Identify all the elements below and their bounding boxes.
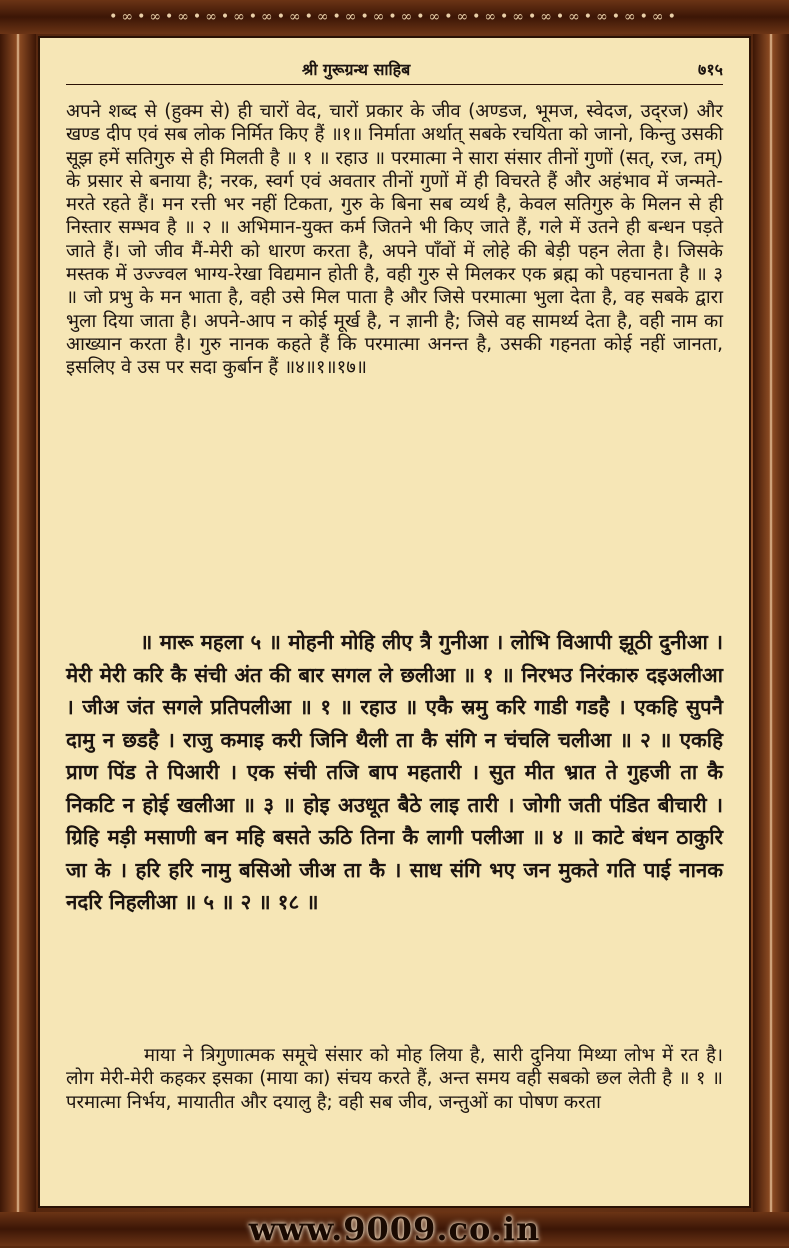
page-number: ७१५ bbox=[698, 60, 723, 79]
left-ornament-border bbox=[0, 34, 36, 1212]
translation-paragraph-1: अपने शब्द से (हुक्म से) ही चारों वेद, चारों प्रकार के जीव (अण्डज, भूमज, स्वेदज, उद्‌रज) और खण्ड दीप एवं सब लोक निर्मित किए हैं ॥१॥ निर्माता अर्थात् सबके रचयिता को जानो, किन्तु उसकी सूझ हमें सतिगुरु से ही मिलती है ॥ १ ॥ रहाउ ॥ परमात्मा ने सारा संसार तीनों गुणों (सत्, रज, तम्) के प्रसार से बनाया है; नरक, स्वर्ग एवं अवतार तीनों गुणों में ही विचरते हैं और अहंभाव में जन्मते-मरते रहते हैं। मन रत्ती भर नहीं टिकता, गुरु के बिना सब व्यर्थ है, केवल सतिगुरु के मिलन से ही निस्तार सम्भव है ॥ २ ॥ अभिमान-युक्त कर्म जितने भी किए जाते हैं, गले में उतने ही बन्धन पड़ते जाते हैं। जो जीव मैं-मेरी को धारण करता है, अपने पाँवों में लोहे की बेड़ी पहन लेता है। जिसके मस्तक में उज्ज्वल भाग्य-रेखा विद्यमान होती है, वही गुरु से मिलकर एक ब्रह्म को पहचानता है ॥ ३ ॥ जो प्रभु के मन भाता है, वही उसे मिल पाता है और जिसे परमात्मा भुला देता है, वह सबके द्वारा भुला दिया जाता है। अपने-आप न कोई मूर्ख है, न ज्ञानी है; जिसे वह सामर्थ्य देता है, वही नाम का आख्यान करता है। गुरु नानक कहते हैं कि परमात्मा अनन्त है, उसकी गहनता कोई नहीं जानता, इसलिए वे उस पर सदा कुर्बान हैं ॥४॥१॥१७॥ bbox=[66, 101, 723, 379]
gurbani-verse: ॥ मारू महला ५ ॥ मोहनी मोहि लीए त्रै गुनीआ । लोभि विआपी झूठी दुनीआ । मेरी मेरी करि कै संची अंत की बार सगल ले छलीआ ॥ १ ॥ निरभउ निरंकारु दइअलीआ । जीअ जंत सगले प्रतिपलीआ ॥ १ ॥ रहाउ ॥ एकै स्रमु करि गाडी गडहै । एकहि सुपनै दामु न छडहै । राजु कमाइ करी जिनि थैली ता कै संगि न चंचलि चलीआ ॥ २ ॥ एकहि प्राण पिंड ते पिआरी । एक संची तजि बाप महतारी । सुत मीत भ्रात ते गुहजी ता कै निकटि न होई खलीआ ॥ ३ ॥ होइ अउधूत बैठे लाइ तारी । जोगी जती पंडित बीचारी । ग्रिहि मड़ी मसाणी बन महि बसते ऊठि तिना कै लागी पलीआ ॥ ४ ॥ काटे बंधन ठाकुरि जा के । हरि हरि नामु बसिओ जीअ ता कै । साध संगि भए जन मुकते गति पाई नानक नदरि निहलीआ ॥ ५ ॥ २ ॥ १८ ॥ bbox=[66, 630, 723, 914]
website-watermark: www.9009.co.in bbox=[248, 1210, 541, 1248]
page-title: श्री गुरूग्रन्थ साहिब bbox=[302, 60, 411, 79]
top-ornament-border bbox=[0, 0, 789, 34]
scripture-page bbox=[38, 36, 751, 1208]
header-divider bbox=[66, 84, 723, 85]
ornament-pattern: •∞•∞•∞•∞•∞•∞•∞•∞•∞•∞•∞•∞•∞•∞•∞•∞•∞•∞•∞•∞• bbox=[109, 9, 680, 25]
right-ornament-border bbox=[753, 34, 789, 1212]
translation-paragraph-2: माया ने त्रिगुणात्मक समूचे संसार को मोह लिया है, सारी दुनिया मिथ्या लोभ में रत है। लोग मेरी-मेरी कहकर इसका (माया का) संचय करते हैं, अन्त समय वही सबको छल लेती है ॥ १ ॥ परमात्मा निर्भय, मायातीत और दयालु है; वही सब जीव, जन्तुओं का पोषण करता bbox=[66, 1045, 723, 1113]
page-header bbox=[40, 58, 749, 88]
